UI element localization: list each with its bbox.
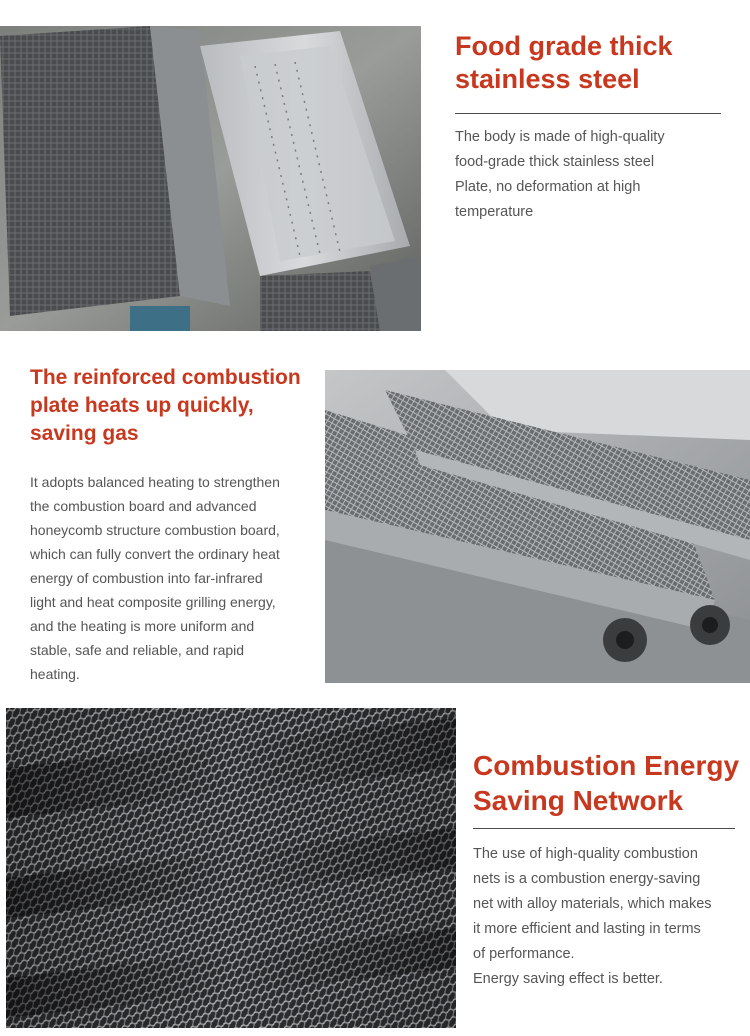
section-3-divider xyxy=(473,828,735,829)
section-2-title xyxy=(30,364,320,448)
section-3-description-line: nets is a combustion energy-saving xyxy=(473,871,701,887)
section-3-description xyxy=(473,842,743,992)
section-3-title-line: Saving Network xyxy=(473,785,684,816)
section-3-description-line: it more efficient and lasting in terms xyxy=(473,921,701,937)
section-2-description-line: It adopts balanced heating to strengthen xyxy=(30,474,280,490)
section-2-title-line: plate heats up quickly, xyxy=(30,394,254,417)
section-2-description-line: energy of combustion into far-infrared xyxy=(30,570,263,586)
section-2-description-line: heating. xyxy=(30,666,80,682)
section-3-description-line: net with alloy materials, which makes xyxy=(473,896,712,912)
section-1-description-line: Plate, no deformation at high xyxy=(455,179,641,195)
section-1-description-line: food-grade thick stainless steel xyxy=(455,154,655,170)
combustion-net-photo xyxy=(6,708,456,1028)
section-2-description xyxy=(30,470,320,686)
section-3-description-line: of performance. xyxy=(473,946,575,962)
section-3-title xyxy=(473,748,743,818)
section-3-description-line: The use of high-quality combustion xyxy=(473,846,698,862)
section-2-description-line: and the heating is more uniform and xyxy=(30,618,255,634)
section-2-description-line: stable, safe and reliable, and rapid xyxy=(30,642,245,658)
section-1-title xyxy=(455,30,735,96)
section-1-description-line: The body is made of high-quality xyxy=(455,129,665,145)
section-2-title-line: saving gas xyxy=(30,422,139,445)
combustion-plates-photo xyxy=(325,370,750,683)
section-3-description-line: Energy saving effect is better. xyxy=(473,971,663,987)
section-2-description-line: the combustion board and advanced xyxy=(30,498,257,514)
section-1-description xyxy=(455,125,735,225)
section-1-description-line: temperature xyxy=(455,204,534,220)
section-3-title-line: Combustion Energy xyxy=(473,750,740,781)
section-2-title-line: The reinforced combustion xyxy=(30,366,301,389)
section-1-title-line: stainless steel xyxy=(455,63,640,94)
section-2-description-line: honeycomb structure combustion board, xyxy=(30,522,280,538)
section-1-title-line: Food grade thick xyxy=(455,31,673,61)
section-2-description-line: light and heat composite grilling energy, xyxy=(30,594,276,610)
stainless-steel-sheets-photo xyxy=(0,26,421,331)
section-1-divider xyxy=(455,113,721,114)
section-2-description-line: which can fully convert the ordinary heat xyxy=(30,546,280,562)
